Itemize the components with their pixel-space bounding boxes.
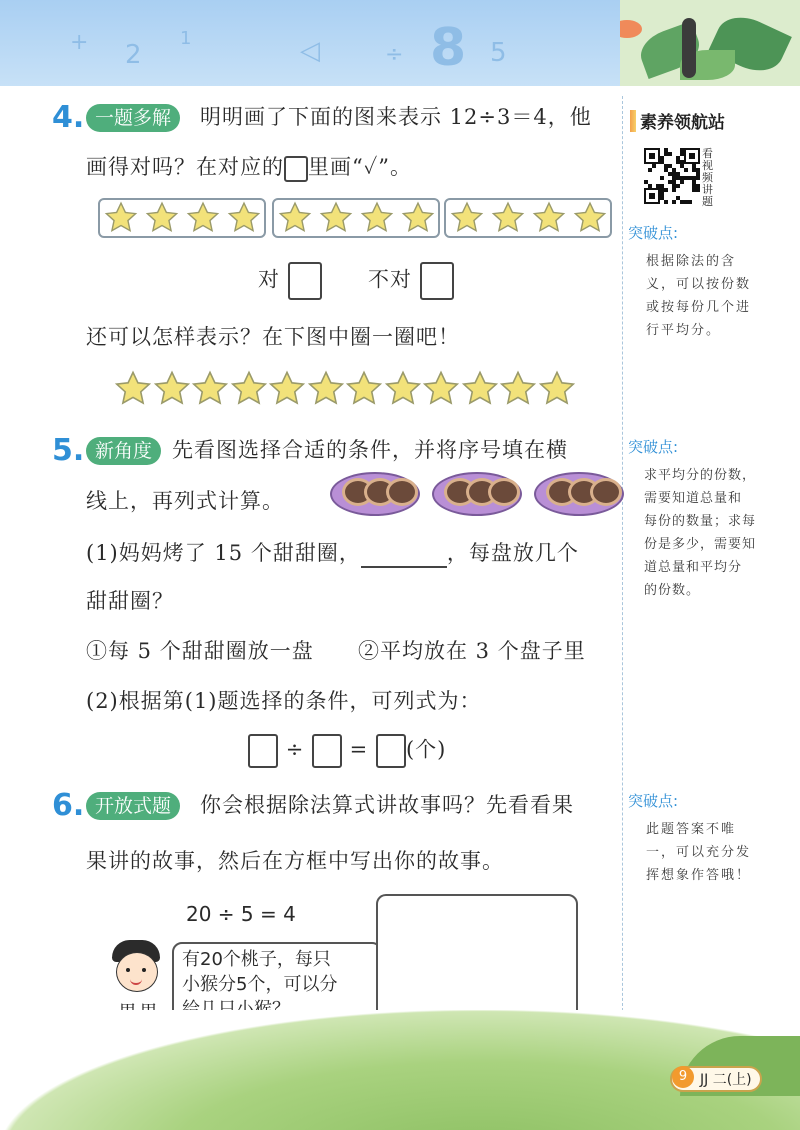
donut-icon (488, 478, 520, 506)
header-deco: + (70, 30, 89, 55)
kp-line: 道总量和平均分 (644, 560, 743, 575)
header-deco: 5 (490, 38, 507, 68)
kp-line: 义，可以按份数 (646, 277, 752, 292)
star-icon (307, 370, 345, 408)
kp-line: 需要知道总量和 (644, 491, 743, 506)
header-deco: 2 (125, 40, 142, 70)
right-checkbox[interactable] (288, 262, 322, 300)
sub-question-text: 甜甜圈？ (86, 589, 174, 613)
divisor-box[interactable] (312, 734, 342, 768)
question-tag: 开放式题 (86, 792, 180, 820)
header-deco: 1 (180, 28, 192, 49)
question-number: 5. (52, 433, 85, 468)
qr-caption: 看视频讲题 (702, 147, 713, 208)
star-icon (360, 201, 394, 235)
kp-line: 求平均分的份数， (644, 468, 757, 483)
sidebar-divider (622, 96, 623, 1031)
donut-plate (432, 472, 522, 516)
sidebar-title: 素养领航站 (640, 113, 725, 133)
donut-icon (590, 478, 622, 506)
star-icon (114, 370, 152, 408)
question-text-line (86, 152, 412, 182)
kp-line: 每份的数量；求每 (644, 514, 757, 529)
star-icon (278, 201, 312, 235)
star-icon (145, 201, 179, 235)
question-text: 果讲的故事，然后在方框中写出你的故事。 (86, 849, 504, 873)
header-deco: ÷ (385, 42, 404, 67)
star-icon (227, 201, 261, 235)
qr-code[interactable] (644, 148, 700, 204)
book-label: JJ 二(上) (700, 1072, 752, 1088)
sub-question-1 (86, 538, 579, 568)
question-number: 6. (52, 788, 85, 823)
star-icon (538, 370, 576, 408)
question-text: 里画“✓”。 (308, 155, 413, 179)
star-icon (104, 201, 138, 235)
star-icon (319, 201, 353, 235)
story-line: 有20个桃子，每只 (182, 949, 331, 970)
kp-line: 行平均分。 (646, 323, 722, 338)
breakthrough-text-2 (644, 464, 770, 602)
star-icon (268, 370, 306, 408)
question-tag: 新角度 (86, 437, 161, 465)
star-icon (230, 370, 268, 408)
header-deco: 8 (430, 18, 467, 78)
star-icon (450, 201, 484, 235)
story-answer-box[interactable] (376, 894, 578, 1028)
star-icon (573, 201, 607, 235)
equals-sign: = (349, 737, 369, 762)
breakthrough-label: 突破点: (628, 792, 679, 810)
kp-line: 的份数。 (644, 583, 701, 598)
header-plants-illustration (620, 0, 800, 86)
kp-line: 或按每份几个进 (646, 300, 752, 315)
divide-sign: ÷ (285, 737, 305, 762)
example-equation: 20 ÷ 5 = 4 (186, 902, 296, 926)
kp-line: 此题答案不唯 (646, 822, 737, 837)
star-group (98, 198, 266, 238)
equation-row (248, 734, 446, 768)
kp-line: 一，可以充分发 (646, 845, 752, 860)
sub-question-text: (1)妈妈烤了 15 个甜甜圈， (86, 541, 361, 565)
star-icon (186, 201, 220, 235)
sub-question-text: (2)根据第(1)题选择的条件，可列式为： (86, 689, 482, 713)
breakthrough-label: 突破点: (628, 224, 679, 242)
kp-line: 挥想象作答哦！ (646, 868, 752, 883)
star-icon (422, 370, 460, 408)
question-text: 还可以怎样表示？在下图中圈一圈吧！ (86, 325, 460, 349)
kp-line: 份是多少，需要知 (644, 537, 757, 552)
donut-plate (330, 472, 420, 516)
question-tag: 一题多解 (86, 104, 180, 132)
breakthrough-text-3 (646, 818, 762, 887)
sub-question-text: ，每盘放几个 (446, 541, 579, 565)
question-text: 线上，再列式计算。 (86, 489, 284, 513)
question-text: 画得对吗？在对应的 (86, 155, 284, 179)
wrong-checkbox[interactable] (420, 262, 454, 300)
breakthrough-text-1 (646, 250, 758, 342)
star-icon (532, 201, 566, 235)
star-icon (499, 370, 537, 408)
unit-label: (个) (405, 737, 447, 762)
page-number: 9 (672, 1066, 694, 1088)
star-icon (345, 370, 383, 408)
star-icon (153, 370, 191, 408)
star-group (444, 198, 612, 238)
condition-blank[interactable] (361, 544, 447, 568)
wrong-label: 不对 (368, 267, 412, 292)
dividend-box[interactable] (248, 734, 278, 768)
star-icon (191, 370, 229, 408)
option-1: ①每 5 个甜甜圈放一盘 (86, 639, 314, 663)
question-text: 你会根据除法算式讲故事吗？先看看果 (200, 793, 574, 817)
breakthrough-label: 突破点: (628, 438, 679, 456)
header-deco: ◁ (300, 36, 320, 66)
star-icon (384, 370, 422, 408)
sidebar-title-bar (630, 110, 636, 132)
star-group (272, 198, 440, 238)
story-line: 小猴分5个，可以分 (182, 974, 338, 995)
question-text: 明明画了下面的图来表示 12÷3＝4，他 (200, 105, 592, 129)
donut-plate (534, 472, 624, 516)
check-box-sample (284, 156, 308, 182)
wrong-option (368, 262, 454, 300)
right-label: 对 (258, 267, 280, 292)
question-text: 先看图选择合适的条件，并将序号填在横 (172, 438, 568, 462)
question-number: 4. (52, 100, 85, 135)
right-option (258, 262, 322, 300)
quotient-box[interactable] (376, 734, 406, 768)
option-2: ②平均放在 3 个盘子里 (358, 639, 586, 663)
star-icon (491, 201, 525, 235)
donut-icon (386, 478, 418, 506)
star-icon (461, 370, 499, 408)
star-icon (401, 201, 435, 235)
kp-line: 根据除法的含 (646, 254, 737, 269)
child-avatar (108, 940, 168, 1002)
